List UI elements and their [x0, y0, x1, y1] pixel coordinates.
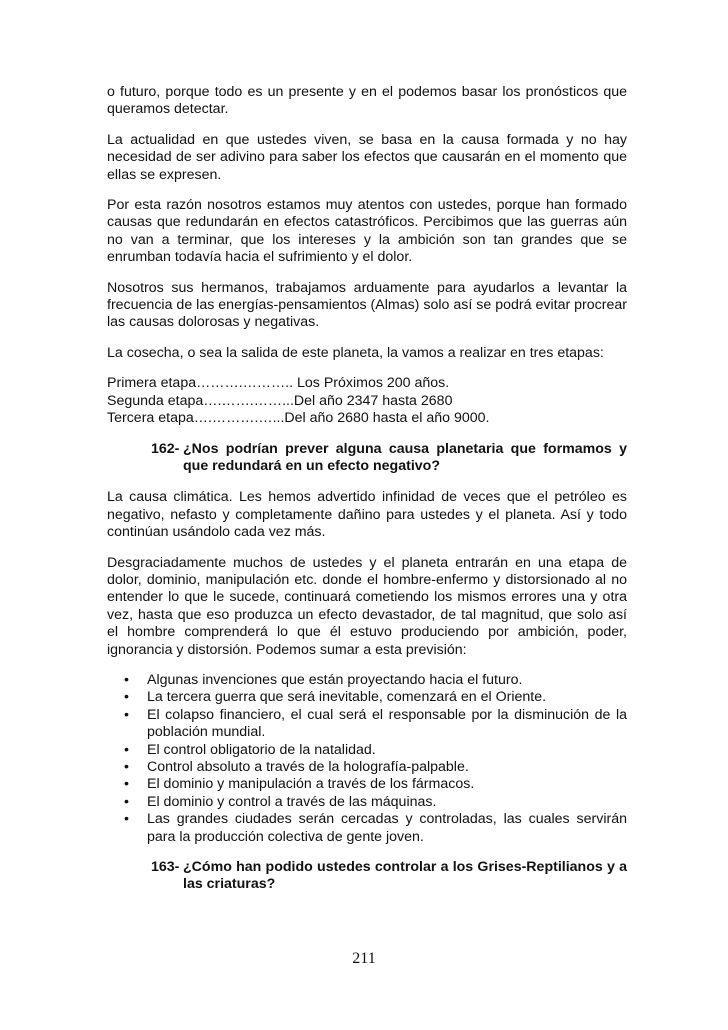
list-item-text: El control obligatorio de la natalidad.	[147, 741, 376, 758]
list-item	[107, 707, 627, 742]
bullet-icon: •	[124, 811, 129, 828]
list-item-text: Las grandes ciudades serán cercadas y controladas, las cuales servirán para la producción colectiva de gente joven.	[147, 811, 627, 845]
document-page	[107, 84, 627, 908]
list-item	[107, 794, 627, 811]
paragraph-harvest: La cosecha, o sea la salida de este planeta, la vamos a realizar en tres etapas:	[107, 344, 604, 361]
list-item-text: Algunas invenciones que están proyectando hacia el futuro.	[147, 671, 523, 688]
question-text: ¿Cómo han podido ustedes controlar a los Grises-Reptilianos y a las criaturas?	[183, 859, 627, 893]
stage-line: Primera etapa……….……….. Los Próximos 200 años.	[107, 375, 450, 392]
answer-paragraph: Desgraciadamente muchos de ustedes y el planeta entrarán en una etapa de dolor, dominio, manipulación etc. donde el hombre-enfermo y distorsionado al no entender lo que le sucede, continuará cometiendo los mismos errores una y otra vez, hasta que eso produzca un efecto devastador, de tal magnitud, que solo así el hombre comprenderá lo que él estuvo produciendo por ambición, poder, ignorancia y distorsión. Podemos sumar a esta previsión:	[107, 554, 627, 658]
list-item-text: El colapso financiero, el cual será el responsable por la disminución de la población mundial.	[147, 706, 627, 741]
list-item	[107, 672, 627, 689]
bullet-icon: •	[124, 689, 129, 706]
paragraph-present-cause: La actualidad en que ustedes viven, se basa en la causa formada y no hay necesidad de ser adivino para saber los efectos que causarán en el momento que ellas se expresen.	[107, 131, 627, 183]
list-item	[107, 776, 627, 793]
list-item-text: La tercera guerra que será inevitable, comenzará en el Oriente.	[147, 689, 547, 706]
question-text: ¿Nos podrían prever alguna causa planetaria que formamos y que redundará en un efecto negativo?	[183, 440, 627, 474]
list-item-text: El dominio y manipulación a través de los fármacos.	[147, 776, 475, 793]
page-number: 211	[352, 950, 376, 967]
bullet-icon: •	[124, 759, 129, 775]
list-item	[107, 689, 627, 706]
list-item	[107, 742, 627, 759]
list-item-text: Control absoluto a través de la holografía-palpable.	[147, 759, 469, 775]
bullet-icon: •	[124, 776, 129, 793]
list-item-text: El dominio y control a través de las máquinas.	[147, 793, 437, 810]
forecast-list	[107, 672, 627, 846]
stage-line: Segunda etapa….…….……...Del año 2347 hasta 2680	[107, 392, 453, 409]
paragraph-future: o futuro, porque todo es un presente y en el podemos basar los pronósticos que queramos detectar.	[107, 84, 627, 118]
bullet-icon: •	[124, 706, 129, 723]
question-163	[107, 859, 627, 894]
list-item	[107, 759, 627, 776]
paragraph-brothers: Nosotros sus hermanos, trabajamos arduamente para ayudarlos a levantar la frecuencia de las energías-pensamientos (Almas) solo así se podrá evitar procrear las causas dolorosas y negativas.	[107, 279, 627, 331]
question-number: 163-	[151, 859, 180, 876]
stage-line: Tercera etapa….……….…...Del año 2680 hasta el año 9000.	[107, 410, 490, 427]
bullet-icon: •	[124, 671, 129, 688]
bullet-icon: •	[124, 741, 129, 758]
paragraph-attentive: Por esta razón nosotros estamos muy atentos con ustedes, porque han formado causas que redundarán en efectos catastróficos. Percibimos que las guerras aún no van a terminar, que los intereses y la ambición son tan grandes que se enrumban todavía hacia el sufrimiento y el dolor.	[107, 197, 627, 266]
question-number: 162-	[151, 440, 180, 457]
bullet-icon: •	[124, 793, 129, 810]
question-162	[107, 441, 627, 476]
stages-schedule	[107, 375, 627, 427]
list-item	[107, 811, 627, 846]
answer-paragraph: La causa climática. Les hemos advertido infinidad de veces que el petróleo es negativo, nefasto y completamente dañino para ustedes y el planeta. Así y todo continúan usándolo cada vez más.	[107, 489, 627, 541]
